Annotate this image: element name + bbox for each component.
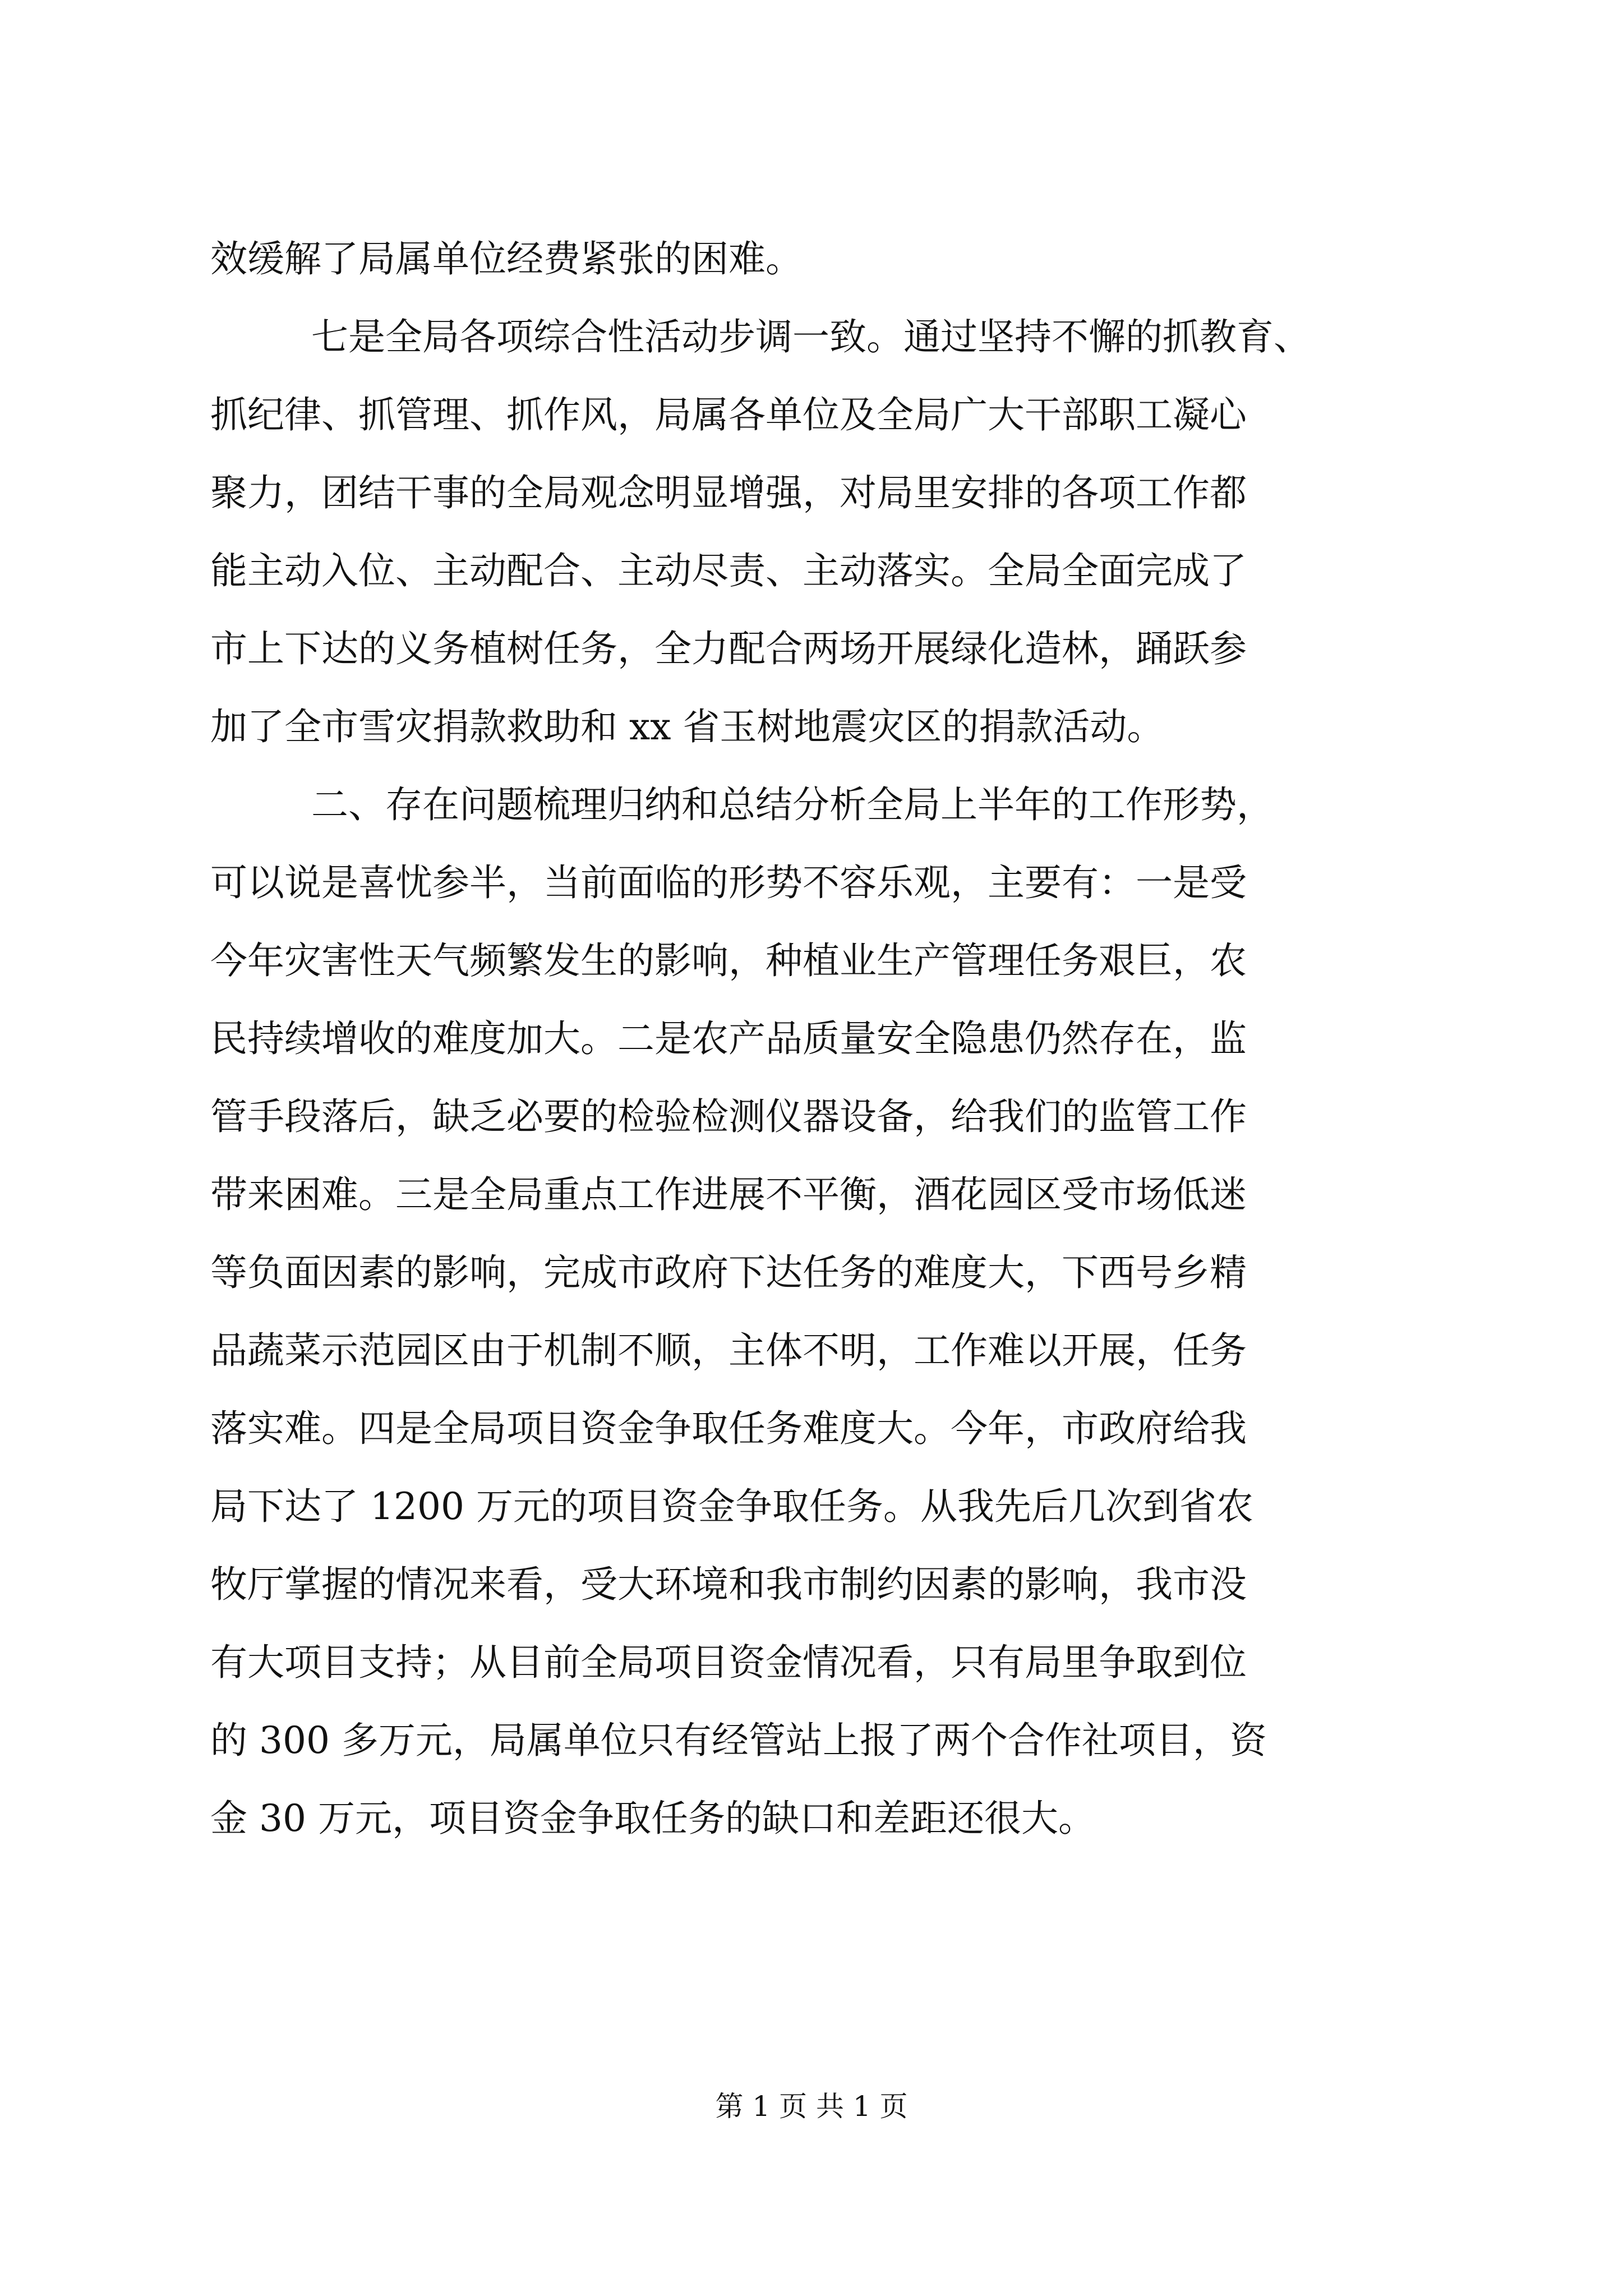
text-line: 牧厅掌握的情况来看，受大环境和我市制约因素的影响，我市没 [210, 1563, 1247, 1606]
text-line: 金 30 万元，项目资金争取任务的缺口和差距还很大。 [210, 1797, 1095, 1840]
text-line: 民持续增收的难度加大。二是农产品质量安全隐患仍然存在，监 [210, 1017, 1247, 1060]
section-two-heading: 二、存在问题梳理归纳和总结分析全局上半年的工作形势， [311, 783, 1274, 826]
text-line: 可以说是喜忧参半，当前面临的形势不容乐观，主要有：一是受 [210, 861, 1247, 904]
text-line: 品蔬菜示范园区由于机制不顺，主体不明，工作难以开展，任务 [210, 1329, 1247, 1372]
paragraph-seven-start: 七是全局各项综合性活动步调一致。通过坚持不懈的抓教育、 [311, 315, 1311, 358]
text-line: 的 300 多万元，局属单位只有经管站上报了两个合作社项目，资 [210, 1719, 1267, 1762]
text-line: 落实难。四是全局项目资金争取任务难度大。今年，市政府给我 [210, 1407, 1247, 1450]
text-line: 有大项目支持；从目前全局项目资金情况看，只有局里争取到位 [210, 1641, 1247, 1684]
document-body [210, 220, 1438, 1857]
text-line: 市上下达的义务植树任务，全力配合两场开展绿化造林，踊跃参 [210, 627, 1247, 670]
text-line: 管手段落后，缺乏必要的检验检测仪器设备，给我们的监管工作 [210, 1095, 1247, 1138]
text-line: 带来困难。三是全局重点工作进展不平衡，酒花园区受市场低迷 [210, 1173, 1247, 1216]
text-line: 加了全市雪灾捐款救助和 xx 省玉树地震灾区的捐款活动。 [210, 705, 1164, 748]
text-line: 等负面因素的影响，完成市政府下达任务的难度大，下西号乡精 [210, 1251, 1247, 1294]
text-line: 效缓解了局属单位经费紧张的困难。 [210, 237, 803, 280]
text-line: 抓纪律、抓管理、抓作风，局属各单位及全局广大干部职工凝心 [210, 393, 1247, 436]
text-line: 今年灾害性天气频繁发生的影响，种植业生产管理任务艰巨，农 [210, 939, 1247, 982]
text-line: 聚力，团结干事的全局观念明显增强，对局里安排的各项工作都 [210, 471, 1247, 514]
page-number-footer: 第 1 页 共 1 页 [715, 2090, 908, 2123]
text-line: 局下达了 1200 万元的项目资金争取任务。从我先后几次到省农 [210, 1485, 1253, 1528]
text-line: 能主动入位、主动配合、主动尽责、主动落实。全局全面完成了 [210, 549, 1247, 592]
